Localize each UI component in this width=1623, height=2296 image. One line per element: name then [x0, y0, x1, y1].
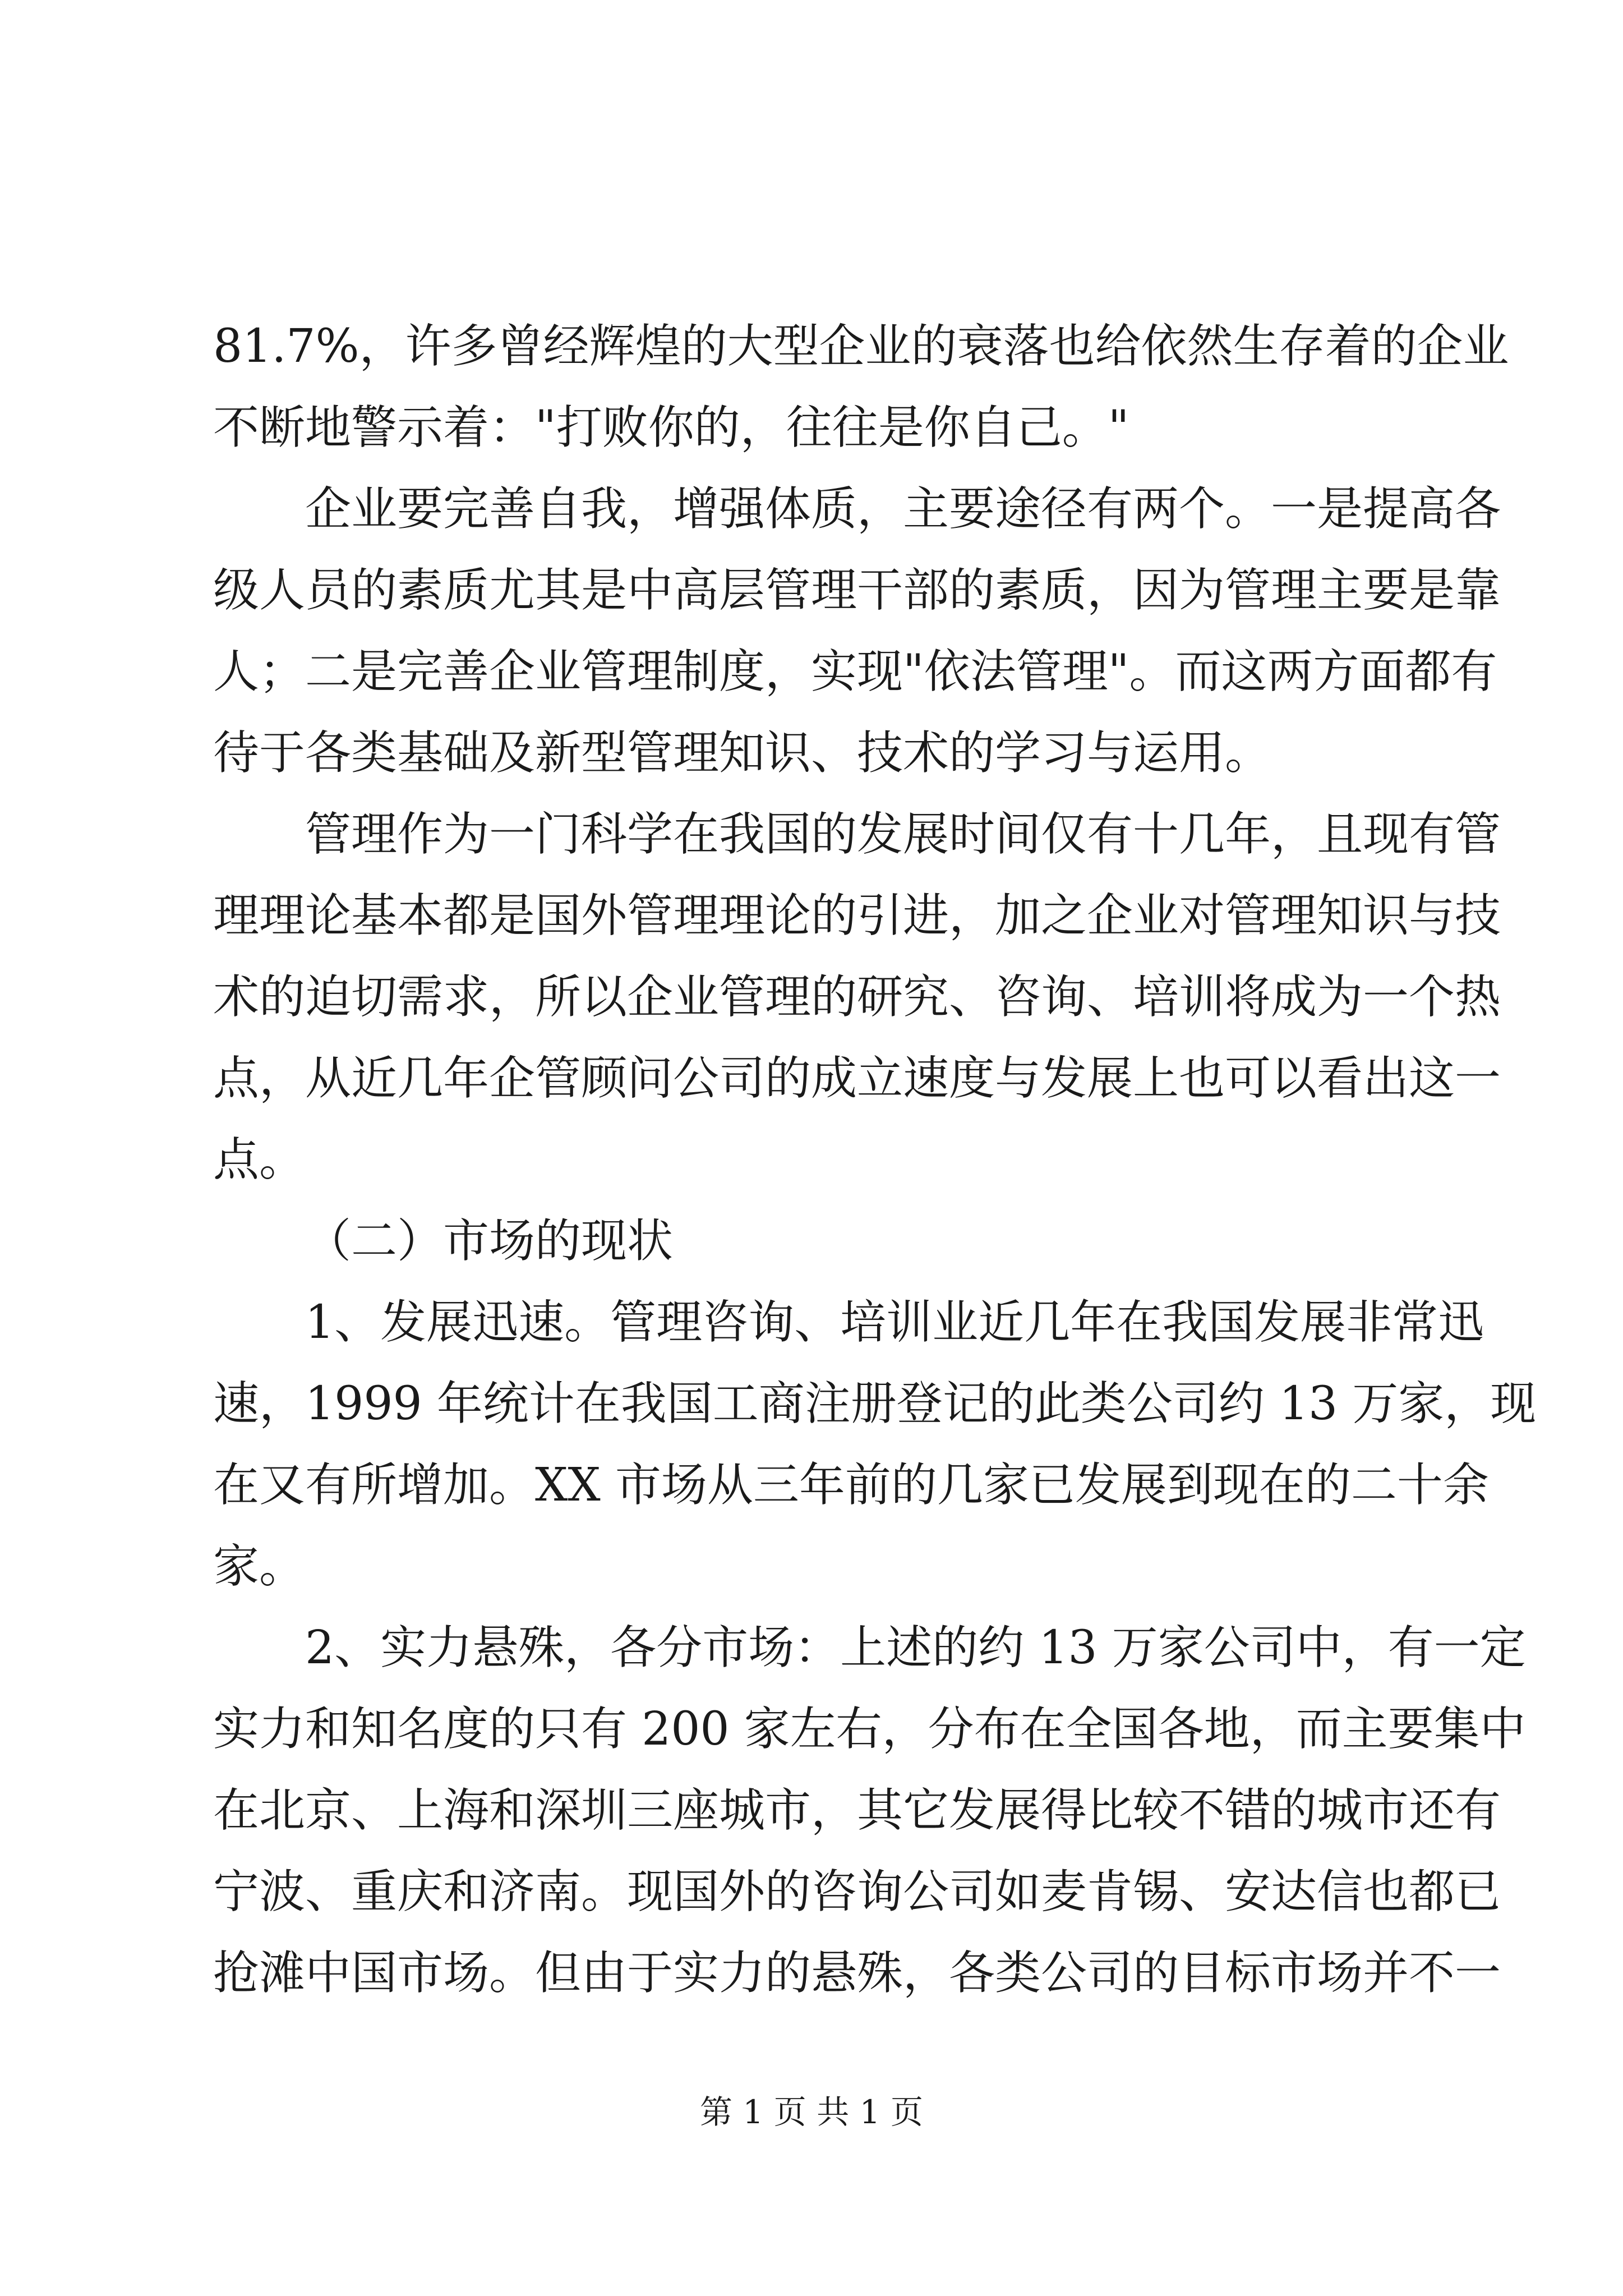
paragraph-line: 在北京、上海和深圳三座城市，其它发展得比较不错的城市还有 — [213, 1784, 1501, 1837]
paragraph-line: 企业要完善自我，增强体质，主要途径有两个。一是提高各 — [305, 482, 1501, 536]
paragraph-line: 术的迫切需求，所以企业管理的研究、咨询、培训将成为一个热 — [213, 970, 1501, 1024]
page-footer: 第 1 页 共 1 页 — [700, 2093, 923, 2131]
paragraph-line: 81.7%，许多曾经辉煌的大型企业的衰落也给依然生存着的企业 — [213, 320, 1509, 373]
paragraph-line: 实力和知名度的只有 200 家左右，分布在全国各地，而主要集中 — [213, 1703, 1526, 1756]
paragraph-line: 点，从近几年企管顾问公司的成立速度与发展上也可以看出这一 — [213, 1052, 1501, 1105]
section-heading: （二）市场的现状 — [305, 1214, 674, 1268]
paragraph-line: 待于各类基础及新型管理知识、技术的学习与运用。 — [213, 726, 1271, 780]
paragraph-line: 点。 — [213, 1133, 306, 1186]
paragraph-line: 人；二是完善企业管理制度，实现"依法管理"。而这两方面都有 — [213, 645, 1497, 698]
paragraph-line: 管理作为一门科学在我国的发展时间仅有十几年，且现有管 — [305, 808, 1501, 861]
document-body — [213, 306, 1537, 2014]
paragraph-line: 不断地警示着："打败你的，往往是你自己。" — [213, 401, 1129, 454]
paragraph-line: 家。 — [213, 1540, 306, 1593]
paragraph-line: 级人员的素质尤其是中高层管理干部的素质，因为管理主要是靠 — [213, 564, 1501, 617]
paragraph-line: 2、实力悬殊，各分市场：上述的约 13 万家公司中，有一定 — [305, 1621, 1526, 1674]
paragraph-line: 速，1999 年统计在我国工商注册登记的此类公司约 13 万家，现 — [213, 1377, 1537, 1430]
paragraph-line: 在又有所增加。XX 市场从三年前的几家已发展到现在的二十余 — [213, 1458, 1489, 1512]
paragraph-line: 1、发展迅速。管理咨询、培训业近几年在我国发展非常迅 — [305, 1296, 1484, 1349]
paragraph-line: 理理论基本都是国外管理理论的引进，加之企业对管理知识与技 — [213, 889, 1501, 942]
paragraph-line: 抢滩中国市场。但由于实力的悬殊，各类公司的目标市场并不一 — [213, 1947, 1501, 2000]
paragraph-line: 宁波、重庆和济南。现国外的咨询公司如麦肯锡、安达信也都已 — [213, 1865, 1501, 1918]
